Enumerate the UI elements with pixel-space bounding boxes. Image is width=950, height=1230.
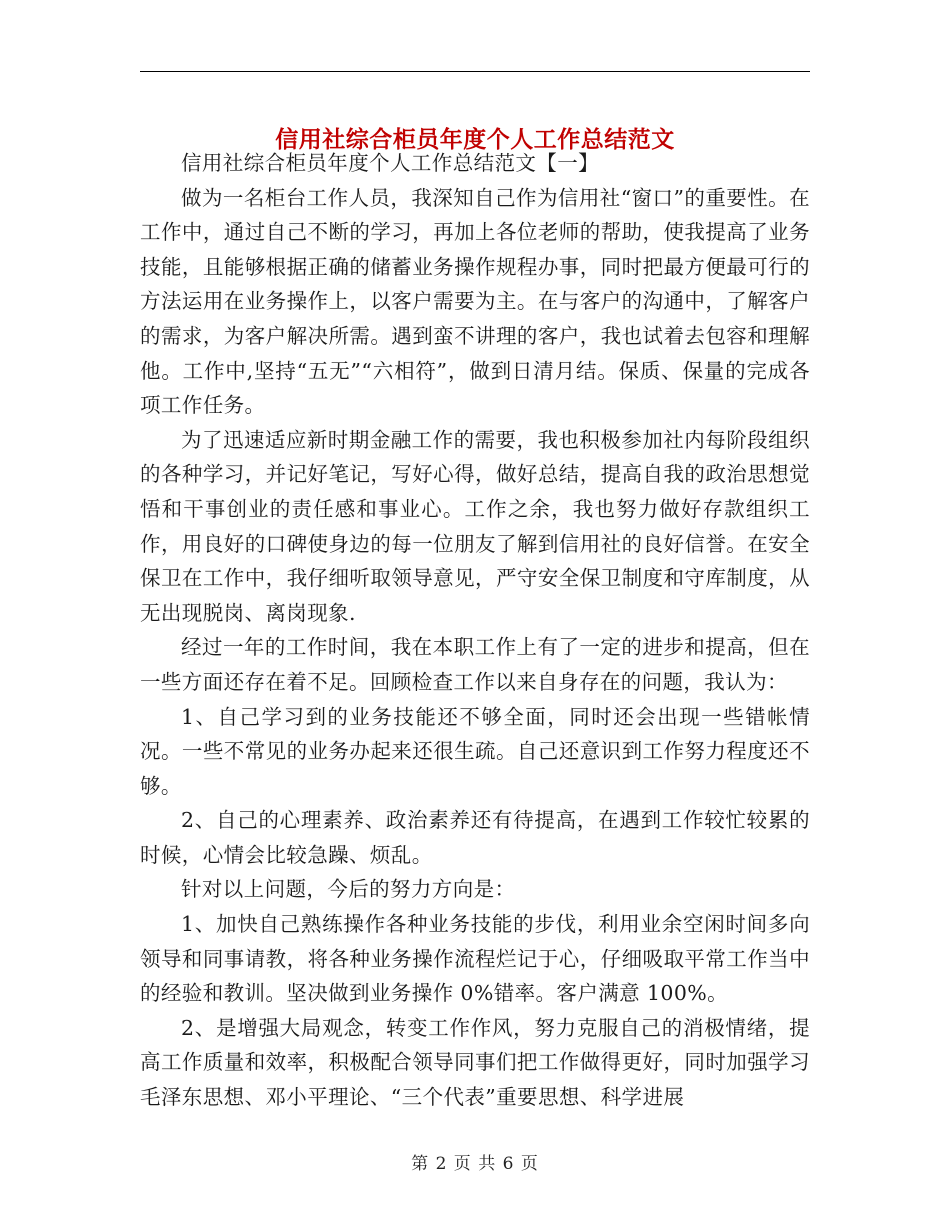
document-title: 信用社综合柜员年度个人工作总结范文 <box>275 127 675 154</box>
list-item: 2、自己的心理素养、政治素养还有待提高，在遇到工作较忙较累的时候，心情会比较急躁、烦乱。 <box>140 808 810 867</box>
list-item: 1、自己学习到的业务技能还不够全面，同时还会出现一些错帐情况。一些不常见的业务办起来还很生疏。自己还意识到工作努力程度还不够。 <box>140 704 810 798</box>
page-number: 第 2 页 共 6 页 <box>411 1154 539 1174</box>
paragraph-subtitle: 信用社综合柜员年度个人工作总结范文【一】 <box>181 151 599 175</box>
paragraph: 为了迅速适应新时期金融工作的需要，我也积极参加社内每阶段组织的各种学习，并记好笔记，写好心得，做好总结，提高自我的政治思想觉悟和干事创业的责任感和事业心。工作之余，我也努力做好存款组织工作，用良好的口碑使身边的每一位朋友了解到信用社的良好信誉。在安全保卫在工作中，我仔细听取领导意见，严守安全保卫制度和守库制度，从无出现脱岗、离岗现象. <box>140 427 810 625</box>
paragraph: 做为一名柜台工作人员，我深知自己作为信用社“窗口”的重要性。在工作中，通过自己不断的学习，再加上各位老师的帮助，使我提高了业务技能，且能够根据正确的储蓄业务操作规程办事，同时把最方便最可行的方法运用在业务操作上，以客户需要为主。在与客户的沟通中，了解客户的需求，为客户解决所需。遇到蛮不讲理的客户，我也试着去包容和理解他。工作中,坚持“五无”“六相符”，做到日清月结。保质、保量的完成各项工作任务。 <box>140 185 810 418</box>
document-body <box>140 146 810 1115</box>
header-rule <box>140 71 810 72</box>
list-item: 1、加快自己熟练操作各种业务技能的步伐，利用业余空闲时间多向领导和同事请教，将各种业务操作流程烂记于心，仔细吸取平常工作当中的经验和教训。坚决做到业务操作 0%错率。客户满意 100%。 <box>140 912 810 1006</box>
paragraph: 经过一年的工作时间，我在本职工作上有了一定的进步和提高，但在一些方面还存在着不足。回顾检查工作以来自身存在的问题，我认为： <box>140 635 810 694</box>
paragraph: 针对以上问题，今后的努力方向是： <box>181 877 516 902</box>
list-item: 2、是增强大局观念，转变工作作风，努力克服自己的消极情绪，提高工作质量和效率，积极配合领导同事们把工作做得更好，同时加强学习毛泽东思想、邓小平理论、“三个代表”重要思想、科学进展 <box>140 1015 810 1110</box>
